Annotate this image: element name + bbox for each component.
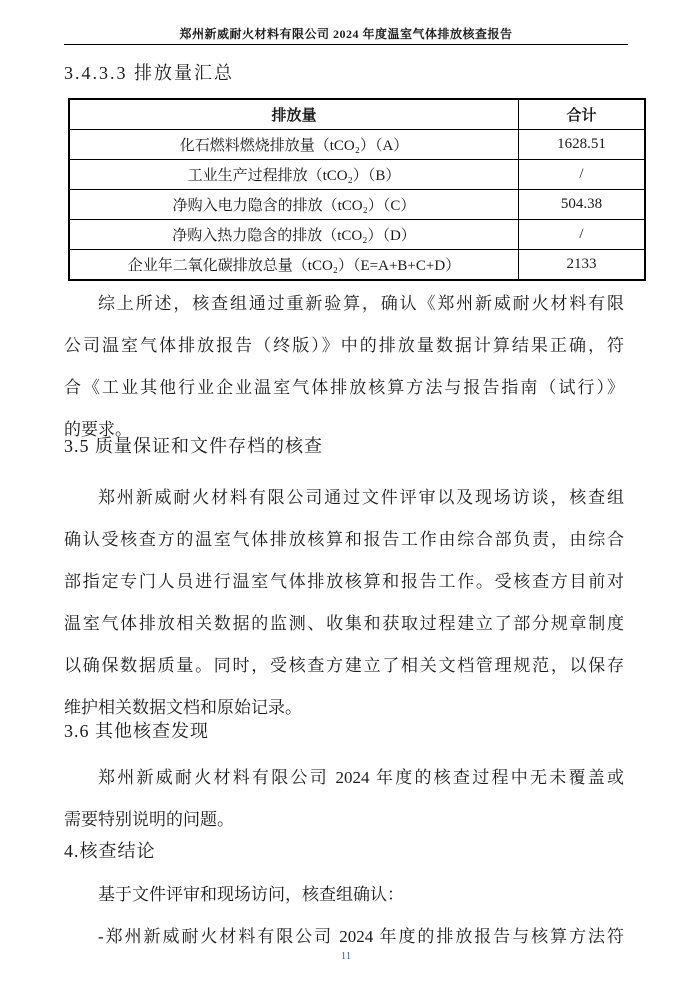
section-heading-conclusion: 4.核查结论 [64, 841, 156, 861]
paragraph-line: 的要求。 [64, 420, 132, 439]
table-header-row [69, 99, 645, 130]
paragraph-conclusion-intro: 基于文件评审和现场访问，核查组确认： [98, 885, 404, 904]
table-row [69, 190, 645, 220]
header-rule [64, 44, 628, 45]
paragraph-line: 综上所述，核查组通过重新验算，确认《郑州新威耐火材料有限 [98, 294, 624, 313]
table-cell-label: 净购入热力隐含的排放（tCO₂）（D） [69, 220, 519, 250]
paragraph-quality-assurance [64, 477, 624, 729]
table-row [69, 220, 645, 250]
table-cell-label: 企业年二氧化碳排放总量（tCO₂）（E=A+B+C+D） [69, 250, 519, 281]
paragraph-line: 郑州新威耐火材料有限公司通过文件评审以及现场访谈，核查组 [98, 488, 624, 507]
paragraph-line: 公司温室气体排放报告（终版）》中的排放量数据计算结果正确，符 [64, 336, 624, 355]
page-number: 11 [340, 950, 352, 962]
paragraph-line: 合《工业其他行业企业温室气体排放核算方法与报告指南（试行）》 [64, 378, 624, 397]
section-heading-quality-assurance: 3.5 质量保证和文件存档的核查 [64, 436, 323, 456]
emissions-summary-table [68, 98, 646, 281]
paragraph-line: 确认受核查方的温室气体排放核算和报告工作由综合部负责，由综合 [64, 530, 624, 549]
table-cell-label: 工业生产过程排放（tCO₂）（B） [69, 160, 519, 190]
paragraph-verification-summary [64, 283, 624, 451]
paragraph-conclusion-item: -郑州新威耐火材料有限公司 2024 年度的排放报告与核算方法符 [98, 927, 624, 946]
running-header-title: 郑州新威耐火材料有限公司 2024 年度温室气体排放核查报告 [179, 27, 513, 41]
table-cell-value: / [519, 160, 646, 190]
paragraph-line: 部指定专门人员进行温室气体排放核算和报告工作。受核查方目前对 [64, 572, 624, 591]
table-row [69, 160, 645, 190]
paragraph-line: 以确保数据质量。同时，受核查方建立了相关文档管理规范，以保存 [64, 656, 624, 675]
section-heading-emission-summary: 3.4.3.3 排放量汇总 [64, 63, 234, 83]
table-header-total: 合计 [519, 99, 646, 130]
paragraph-line: 温室气体排放相关数据的监测、收集和获取过程建立了部分规章制度 [64, 614, 624, 633]
paragraph-line: 需要特别说明的问题。 [64, 810, 234, 829]
section-heading-other-findings: 3.6 其他核查发现 [64, 721, 209, 741]
paragraph-line: 维护相关数据文档和原始记录。 [64, 698, 302, 717]
table-cell-label: 化石燃料燃烧排放量（tCO₂）（A） [69, 130, 519, 160]
table-cell-value: / [519, 220, 646, 250]
table-cell-value-total: 2133 [519, 250, 646, 281]
table-header-emission: 排放量 [69, 99, 519, 130]
paragraph-line: 郑州新威耐火材料有限公司 2024 年度的核查过程中无未覆盖或 [98, 768, 624, 787]
table-cell-value: 1628.51 [519, 130, 646, 160]
table-cell-value: 504.38 [519, 190, 646, 220]
table-row [69, 130, 645, 160]
paragraph-other-findings [64, 757, 624, 841]
table-cell-label: 净购入电力隐含的排放（tCO₂）（C） [69, 190, 519, 220]
table-row [69, 250, 645, 281]
